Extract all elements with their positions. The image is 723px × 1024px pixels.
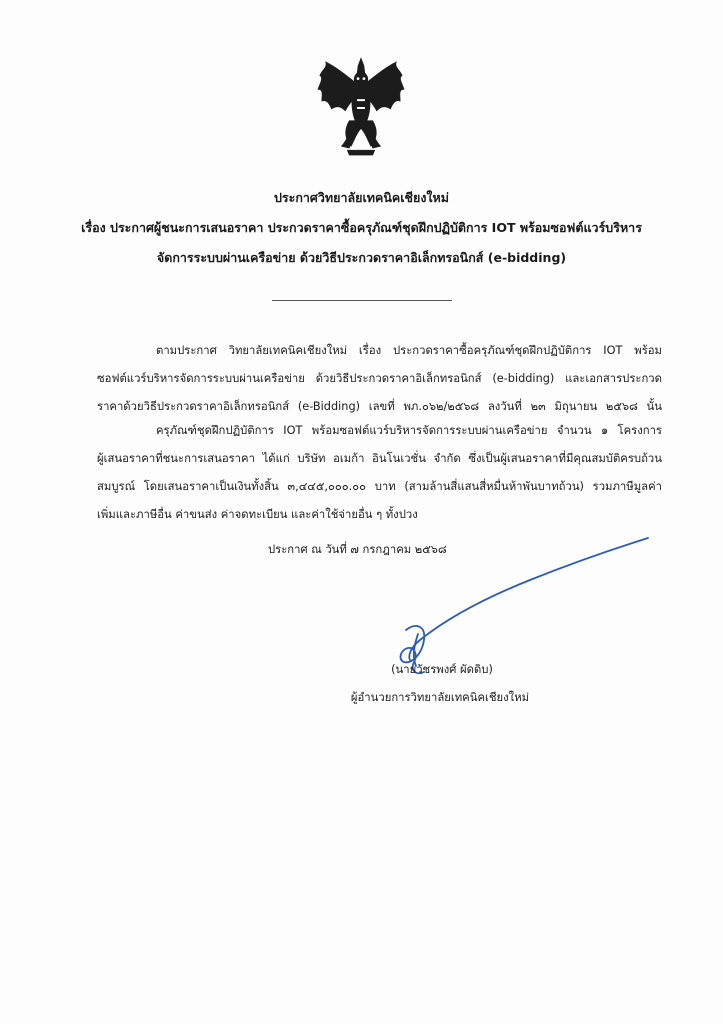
subject-line-2: จัดการระบบผ่านเครือข่าย ด้วยวิธีประกวดราคาอิเล็กทรอนิกส์ (e-bidding) [156,250,567,265]
signer-name: (นายวัชรพงศ์ ผัดดิบ) [391,663,493,676]
subject-line-1: เรื่อง ประกาศผู้ชนะการเสนอราคา ประกวดราคาซื้อครุภัณฑ์ชุดฝึกปฏิบัติการ IOT พร้อมซอฟต์แวร์บริหาร [81,220,642,235]
body-paragraph-line: สมบูรณ์ โดยเสนอราคาเป็นเงินทั้งสิ้น ๓,๔๔๕,๐๐๐.๐๐ บาท (สามล้านสี่แสนสี่หมื่นห้าพันบาทถ้วน) รวมภาษีมูลค่า [97,480,662,493]
body-paragraph-line: เพิ่มและภาษีอื่น ค่าขนส่ง ค่าจดทะเบียน และค่าใช้จ่ายอื่น ๆ ทั้งปวง [97,508,418,521]
body-paragraph-line: ผู้เสนอราคาที่ชนะการเสนอราคา ได้แก่ บริษัท อเมก้า อินโนเวชั่น จำกัด ซึ่งเป็นผู้เสนอราคาที่มีคุณสมบัติครบถ้วน [97,452,662,465]
header-divider [272,300,452,301]
announcement-date: ประกาศ ณ วันที่ ๗ กรกฎาคม ๒๕๖๘ [268,543,447,556]
announcement-title: ประกาศวิทยาลัยเทคนิคเชียงใหม่ [273,190,450,205]
body-paragraph-line: ตามประกาศ วิทยาลัยเทคนิคเชียงใหม่ เรื่อง ประกวดราคาซื้อครุภัณฑ์ชุดฝึกปฏิบัติการ IOT พร้อม [156,344,662,357]
body-paragraph-line: ราคาด้วยวิธีประกวดราคาอิเล็กทรอนิกส์ (e-Bidding) เลขที่ พภ.๐๖๒/๒๕๖๘ ลงวันที่ ๒๓ มิถุนายน ๒๕๖๘ นั้น [97,400,662,413]
body-paragraph-line: ซอฟต์แวร์บริหารจัดการระบบผ่านเครือข่าย ด้วยวิธีประกวดราคาอิเล็กทรอนิกส์ (e-bidding) และเอกสารประกวด [97,372,662,385]
garuda-emblem-icon [312,56,410,158]
signer-position: ผู้อำนวยการวิทยาลัยเทคนิคเชียงใหม่ [350,691,530,704]
body-paragraph-line: ครุภัณฑ์ชุดฝึกปฏิบัติการ IOT พร้อมซอฟต์แวร์บริหารจัดการระบบผ่านเครือข่าย จำนวน ๑ โครงการ [156,424,662,437]
